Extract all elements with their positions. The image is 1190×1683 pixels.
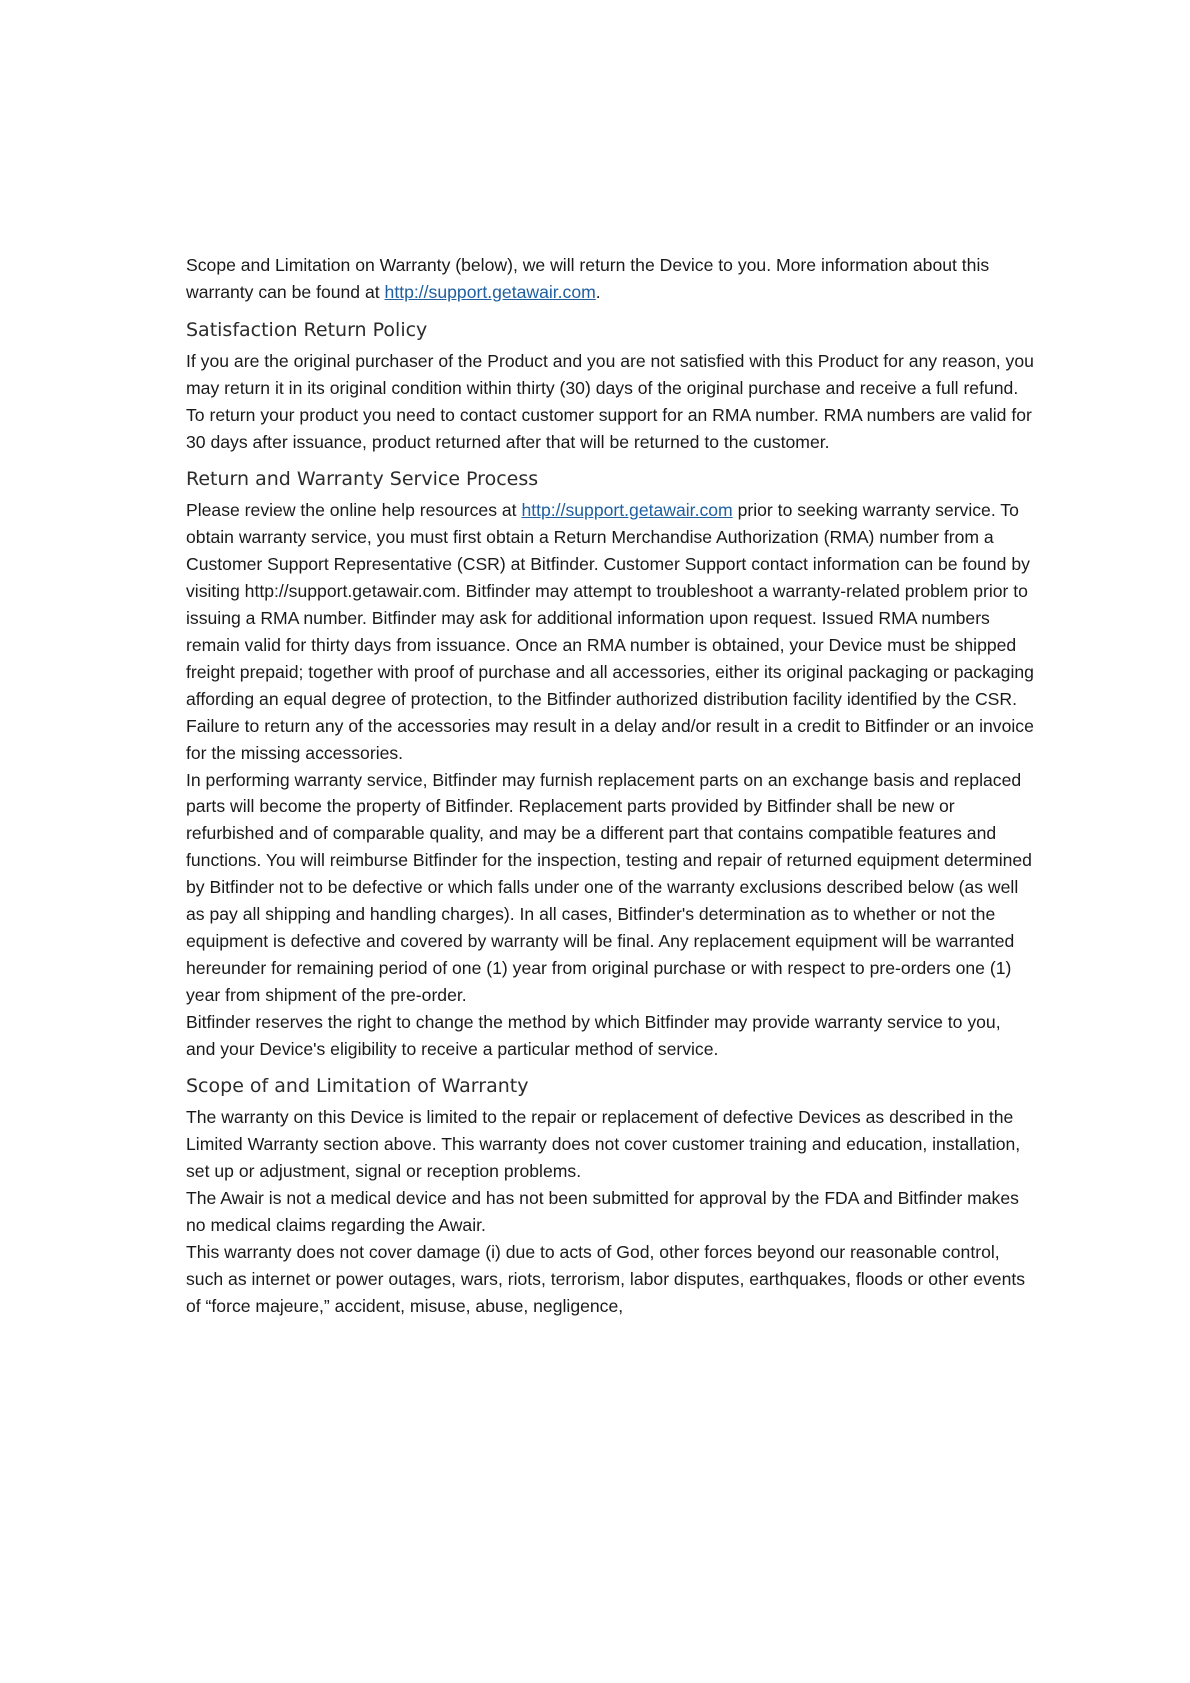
section-heading-service: Return and Warranty Service Process — [186, 468, 539, 491]
support-link[interactable]: http://support.getawair.com — [384, 281, 596, 302]
satisfaction-paragraph: If you are the original purchaser of the Product and you are not satisfied with this Product for any reason, you may return it in its original condition within thirty (30) days of the original purchase and receive a full refund. To return your product you need to contact customer support for an RMA number. RMA numbers are valid for 30 days after issuance, product returned after that will be returned to the customer. — [186, 350, 1034, 452]
service-text-rest: prior to seeking warranty service. To obtain warranty service, you must first obtain a Return Merchandise Authorization (RMA) number from a Customer Support Representative (CSR) at Bitfinder. Customer Support contact information can be found by visiting http://support.getawair.com. Bitfinder may attempt to troubleshoot a warranty-related problem prior to issuing a RMA number. Bitfinder may ask for additional information upon request. Issued RMA numbers remain valid for thirty days from issuance. Once an RMA number is obtained, your Device must be shipped freight prepaid; together with proof of purchase and all accessories, either its original packaging or packaging affording an equal degree of protection, to the Bitfinder authorized distribution facility identified by the CSR. Failure to return any of the accessories may result in a delay and/or result in a credit to Bitfinder or an invoice for the missing accessories. — [186, 500, 1034, 763]
intro-paragraph — [186, 252, 1034, 306]
scope-paragraph-2: The Awair is not a medical device and has not been submitted for approval by the FDA and Bitfinder makes no medical claims regarding the Awair. — [186, 1188, 1019, 1236]
section-heading-satisfaction: Satisfaction Return Policy — [186, 318, 428, 341]
service-paragraph-2: In performing warranty service, Bitfinder may furnish replacement parts on an exchange basis and replaced parts will become the property of Bitfinder. Replacement parts provided by Bitfinder shall be new or refurbished and of comparable quality, and may be a different part that contains compatible features and functions. You will reimburse Bitfinder for the inspection, testing and repair of returned equipment determined by Bitfinder not to be defective or which falls under one of the warranty exclusions described below (as well as pay all shipping and handling charges). In all cases, Bitfinder's determination as to whether or not the equipment is defective and covered by warranty will be final. Any replacement equipment will be warranted hereunder for remaining period of one (1) year from original purchase or with respect to pre-orders one (1) year from shipment of the pre-order. — [186, 769, 1032, 1005]
service-text-start: Please review the online help resources at — [186, 500, 522, 521]
scope-paragraph-1: The warranty on this Device is limited to the repair or replacement of defective Devices as described in the Limited Warranty section above. This warranty does not cover customer training and education, installation, set up or adjustment, signal or reception problems. — [186, 1107, 1021, 1182]
section-heading-scope: Scope of and Limitation of Warranty — [186, 1075, 529, 1098]
intro-text: Scope and Limitation on Warranty (below), we will return the Device to you. More information about this warranty can be found at — [186, 255, 990, 302]
support-link-service[interactable]: http://support.getawair.com — [521, 500, 733, 521]
document-body — [186, 252, 1034, 1320]
intro-text-end: . — [595, 281, 601, 302]
service-paragraph-1 — [186, 497, 1034, 766]
service-paragraph-3: Bitfinder reserves the right to change the method by which Bitfinder may provide warranty service to you, and your Device's eligibility to receive a particular method of service. — [186, 1011, 1001, 1059]
scope-paragraph-3: This warranty does not cover damage (i) due to acts of God, other forces beyond our reasonable control, such as internet or power outages, wars, riots, terrorism, labor disputes, earthquakes, floods or other events of “force majeure,” accident, misuse, abuse, negligence, — [186, 1242, 1026, 1316]
